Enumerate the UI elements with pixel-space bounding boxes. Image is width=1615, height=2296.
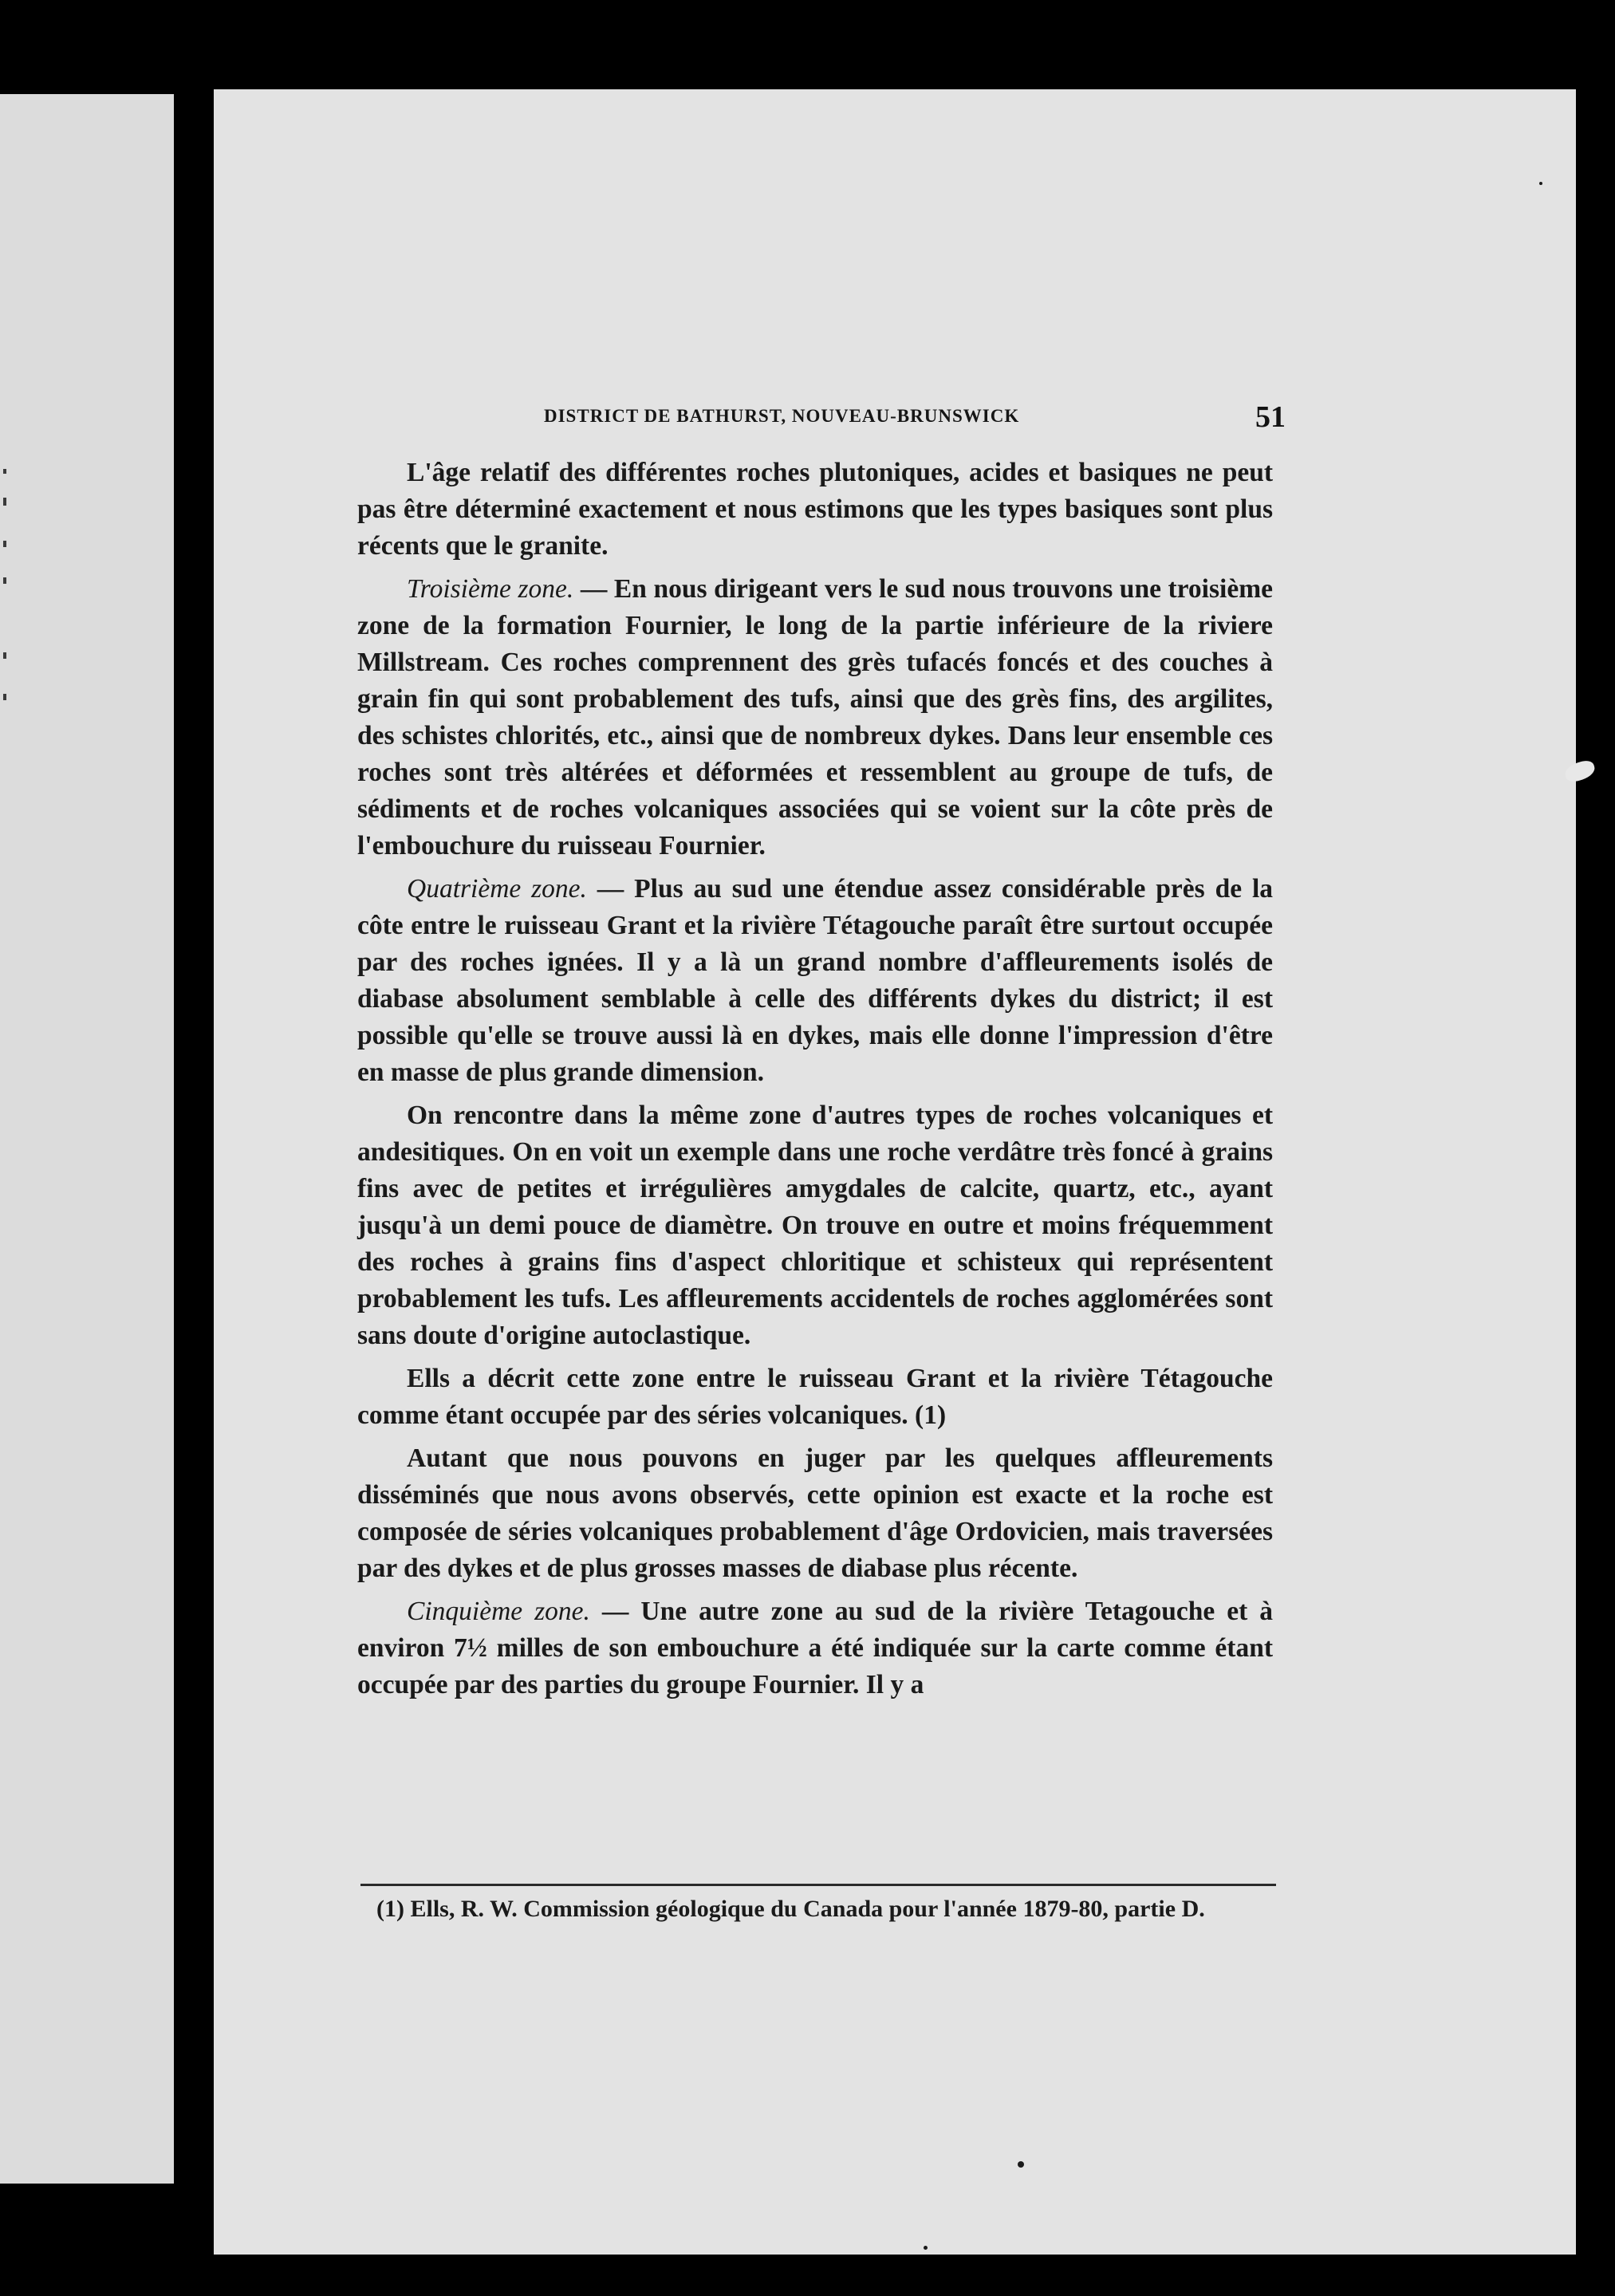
paragraph-text: L'âge relatif des différentes roches plutoniques, acides et basiques ne peut pas être déterminé exactement et nous estimons que les types basiques sont plus récents que le granite.: [357, 458, 1273, 561]
page-number: 51: [1255, 400, 1286, 434]
paragraph-text: — Une autre zone au sud de la rivière Tetagouche et à environ 7½ milles de son embouchure a été indiquée sur la carte comme étant occupée par des parties du groupe Fournier. Il y a: [357, 1597, 1274, 1699]
scan-mark: [3, 577, 6, 584]
adjacent-page-edge: [0, 94, 174, 2184]
body-text: [357, 455, 1273, 1710]
paragraph: [357, 1097, 1273, 1354]
zone-heading: Cinquième zone.: [407, 1597, 590, 1626]
paragraph: [357, 871, 1273, 1091]
paragraph: [357, 1593, 1273, 1703]
paragraph-text: On rencontre dans la même zone d'autres types de roches volcaniques et andesitiques. On en voit un exemple dans une roche verdâtre très foncé à grains fins avec de petites et irrégulières amygdales de calcite, quartz, etc., ayant jusqu'à un demi pouce de diamètre. On trouve en outre et moins fréquemment des roches à grains fins d'aspect chloritique et schisteux qui représentent probablement les tufs. Les affleurements accidentels de roches agglomérées sont sans doute d'origine autoclastique.: [357, 1101, 1273, 1350]
zone-heading: Quatrième zone.: [407, 874, 587, 904]
footnote: (1) Ells, R. W. Commission géologique du Canada pour l'année 1879-80, partie D.: [376, 1896, 1205, 1922]
running-title: DISTRICT DE BATHURST, NOUVEAU-BRUNSWICK: [544, 406, 1020, 426]
scan-mark: [3, 694, 6, 700]
paragraph: [357, 571, 1273, 864]
paragraph: [357, 455, 1273, 565]
paragraph-text: — Plus au sud une étendue assez considérable près de la côte entre le ruisseau Grant et la rivière Tétagouche paraît être surtout occupée par des roches ignées. Il y a là un grand nombre d'affleurements isolés de diabase absolument semblable à celle des différents dykes du district; il est possible qu'elle se trouve aussi là en dykes, mais elle donne l'impression d'être en masse de plus grande dimension.: [357, 874, 1273, 1087]
scan-speck: [1539, 182, 1542, 185]
zone-heading: Troisième zone.: [407, 574, 574, 604]
paragraph: [357, 1440, 1273, 1587]
scan-mark: [3, 541, 6, 547]
paragraph-text: Autant que nous pouvons en juger par les quelques affleurements disséminés que nous avons observés, cette opinion est exacte et la roche est composée de séries volcaniques probablement d'âge Ordovicien, mais traversées par des dykes et de plus grosses masses de diabase plus récente.: [357, 1443, 1273, 1583]
scan-mark: [3, 469, 6, 474]
page-header: [544, 400, 1286, 435]
paragraph-text: — En nous dirigeant vers le sud nous trouvons une troisième zone de la formation Fournier, le long de la partie inférieure de la riviere Millstream. Ces roches comprennent des grès tufacés foncés et des couches à grain fin qui sont probablement des tufs, ainsi que des grès fins, des argilites, des schistes chlorités, etc., ainsi que de nombreux dykes. Dans leur ensemble ces roches sont très altérées et déformées et ressemblent au groupe de tufs, de sédiments et de roches volcaniques associées qui se voient sur la côte près de l'embouchure du ruisseau Fournier.: [357, 574, 1273, 861]
scan-speck: [924, 2246, 928, 2250]
paragraph-text: Ells a décrit cette zone entre le ruisseau Grant et la rivière Tétagouche comme étant occupée par des séries volcaniques. (1): [357, 1364, 1273, 1430]
paragraph: [357, 1361, 1273, 1434]
scan-mark: [3, 652, 6, 659]
footnote-divider: [360, 1884, 1276, 1886]
scan-speck: [1018, 2161, 1024, 2168]
scan-mark: [3, 498, 6, 506]
